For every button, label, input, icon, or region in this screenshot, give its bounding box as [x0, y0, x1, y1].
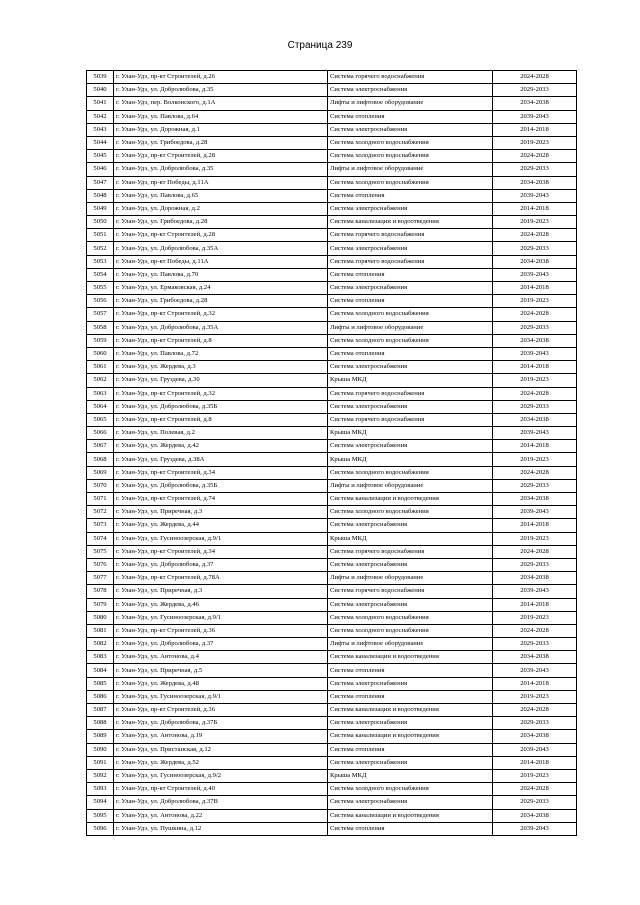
table-row — [87, 769, 577, 782]
address-cell: г. Улан-Удэ, пр-кт Строителей, д.28 — [114, 150, 328, 163]
table-row — [87, 664, 577, 677]
address-cell: г. Улан-Удэ, ул. Жердева, д.3 — [114, 361, 328, 374]
system-cell: Система холодного водоснабжения — [328, 136, 493, 149]
system-cell: Система горячего водоснабжения — [328, 387, 493, 400]
address-cell: г. Улан-Удэ, пр-кт Победы, д.11А — [114, 255, 328, 268]
period-cell: 2024-2028 — [493, 545, 577, 558]
table-row — [87, 453, 577, 466]
address-cell: г. Улан-Удэ, ул. Груздева, д.30 — [114, 374, 328, 387]
address-cell: г. Улан-Удэ, ул. Приречная, д.3 — [114, 506, 328, 519]
row-number-cell: 5086 — [87, 690, 114, 703]
system-cell: Лифты и лифтовое оборудование — [328, 572, 493, 585]
period-cell: 2024-2028 — [493, 704, 577, 717]
row-number-cell: 5042 — [87, 110, 114, 123]
system-cell: Система холодного водоснабжения — [328, 150, 493, 163]
row-number-cell: 5062 — [87, 374, 114, 387]
system-cell: Система канализации и водоотведения — [328, 730, 493, 743]
table-row — [87, 71, 577, 84]
address-cell: г. Улан-Удэ, пр-кт Строителей, д.74 — [114, 493, 328, 506]
table-row — [87, 479, 577, 492]
table-row — [87, 796, 577, 809]
row-number-cell: 5043 — [87, 123, 114, 136]
table-row — [87, 624, 577, 637]
system-cell: Система отопления — [328, 690, 493, 703]
period-cell: 2034-2038 — [493, 651, 577, 664]
system-cell: Система холодного водоснабжения — [328, 176, 493, 189]
period-cell: 2039-2043 — [493, 189, 577, 202]
period-cell: 2029-2033 — [493, 479, 577, 492]
table-row — [87, 743, 577, 756]
system-cell: Система горячего водоснабжения — [328, 545, 493, 558]
system-cell: Система электроснабжения — [328, 519, 493, 532]
table-row — [87, 216, 577, 229]
system-cell: Система холодного водоснабжения — [328, 611, 493, 624]
address-cell: г. Улан-Удэ, ул. Добролюбова, д.35А — [114, 321, 328, 334]
row-number-cell: 5058 — [87, 321, 114, 334]
period-cell: 2014-2018 — [493, 519, 577, 532]
address-cell: г. Улан-Удэ, ул. Пристанская, д.12 — [114, 743, 328, 756]
address-cell: г. Улан-Удэ, ул. Жердева, д.44 — [114, 519, 328, 532]
system-cell: Лифты и лифтовое оборудование — [328, 479, 493, 492]
period-cell: 2014-2018 — [493, 202, 577, 215]
table-row — [87, 361, 577, 374]
period-cell: 2039-2043 — [493, 347, 577, 360]
table-row — [87, 295, 577, 308]
row-number-cell: 5078 — [87, 585, 114, 598]
row-number-cell: 5073 — [87, 519, 114, 532]
system-cell: Крыша МКД — [328, 453, 493, 466]
row-number-cell: 5057 — [87, 308, 114, 321]
system-cell: Система горячего водоснабжения — [328, 71, 493, 84]
period-cell: 2024-2028 — [493, 229, 577, 242]
row-number-cell: 5054 — [87, 268, 114, 281]
row-number-cell: 5075 — [87, 545, 114, 558]
row-number-cell: 5047 — [87, 176, 114, 189]
table-row — [87, 506, 577, 519]
address-cell: г. Улан-Удэ, ул. Пушкина, д.12 — [114, 822, 328, 835]
table-row — [87, 730, 577, 743]
period-cell: 2029-2033 — [493, 84, 577, 97]
table-row — [87, 611, 577, 624]
address-cell: г. Улан-Удэ, ул. Добролюбова, д.37 — [114, 558, 328, 571]
period-cell: 2014-2018 — [493, 123, 577, 136]
row-number-cell: 5071 — [87, 493, 114, 506]
period-cell: 2019-2023 — [493, 136, 577, 149]
row-number-cell: 5052 — [87, 242, 114, 255]
system-cell: Система электроснабжения — [328, 440, 493, 453]
table-row — [87, 189, 577, 202]
row-number-cell: 5044 — [87, 136, 114, 149]
system-cell: Крыша МКД — [328, 427, 493, 440]
table-row — [87, 334, 577, 347]
address-cell: г. Улан-Удэ, ул. Грибоедова, д.28 — [114, 295, 328, 308]
system-cell: Лифты и лифтовое оборудование — [328, 97, 493, 110]
row-number-cell: 5087 — [87, 704, 114, 717]
table-row — [87, 440, 577, 453]
table-row — [87, 97, 577, 110]
table-row — [87, 176, 577, 189]
table-row — [87, 651, 577, 664]
address-cell: г. Улан-Удэ, ул. Добролюбова, д.37В — [114, 796, 328, 809]
period-cell: 2024-2028 — [493, 71, 577, 84]
row-number-cell: 5061 — [87, 361, 114, 374]
table-row — [87, 572, 577, 585]
table-row — [87, 756, 577, 769]
row-number-cell: 5081 — [87, 624, 114, 637]
table-row — [87, 532, 577, 545]
row-number-cell: 5072 — [87, 506, 114, 519]
period-cell: 2029-2033 — [493, 796, 577, 809]
row-number-cell: 5040 — [87, 84, 114, 97]
row-number-cell: 5096 — [87, 822, 114, 835]
table-row — [87, 690, 577, 703]
row-number-cell: 5083 — [87, 651, 114, 664]
system-cell: Лифты и лифтовое оборудование — [328, 321, 493, 334]
system-cell: Система электроснабжения — [328, 400, 493, 413]
period-cell: 2029-2033 — [493, 321, 577, 334]
table-row — [87, 427, 577, 440]
system-cell: Система электроснабжения — [328, 361, 493, 374]
system-cell: Система холодного водоснабжения — [328, 624, 493, 637]
system-cell: Крыша МКД — [328, 532, 493, 545]
row-number-cell: 5068 — [87, 453, 114, 466]
system-cell: Система отопления — [328, 110, 493, 123]
address-cell: г. Улан-Удэ, ул. Добролюбова, д.35Б — [114, 400, 328, 413]
row-number-cell: 5046 — [87, 163, 114, 176]
period-cell: 2019-2023 — [493, 295, 577, 308]
row-number-cell: 5088 — [87, 717, 114, 730]
period-cell: 2039-2043 — [493, 743, 577, 756]
period-cell: 2039-2043 — [493, 506, 577, 519]
row-number-cell: 5084 — [87, 664, 114, 677]
period-cell: 2034-2038 — [493, 413, 577, 426]
address-cell: г. Улан-Удэ, ул. Приречная, д.3 — [114, 585, 328, 598]
table-row — [87, 466, 577, 479]
address-cell: г. Улан-Удэ, ул. Жердева, д.52 — [114, 756, 328, 769]
system-cell: Система канализации и водоотведения — [328, 651, 493, 664]
row-number-cell: 5045 — [87, 150, 114, 163]
table-row — [87, 809, 577, 822]
row-number-cell: 5069 — [87, 466, 114, 479]
table-row — [87, 347, 577, 360]
row-number-cell: 5064 — [87, 400, 114, 413]
row-number-cell: 5094 — [87, 796, 114, 809]
row-number-cell: 5076 — [87, 558, 114, 571]
row-number-cell: 5059 — [87, 334, 114, 347]
system-cell: Система отопления — [328, 295, 493, 308]
system-cell: Система канализации и водоотведения — [328, 493, 493, 506]
table-row — [87, 413, 577, 426]
period-cell: 2024-2028 — [493, 150, 577, 163]
address-cell: г. Улан-Удэ, пр-кт Строителей, д.32 — [114, 387, 328, 400]
system-cell: Система отопления — [328, 743, 493, 756]
address-cell: г. Улан-Удэ, ул. Добролюбова, д.37Б — [114, 717, 328, 730]
address-cell: г. Улан-Удэ, ул. Павлова, д.70 — [114, 268, 328, 281]
address-cell: г. Улан-Удэ, пер. Волконского, д.1А — [114, 97, 328, 110]
period-cell: 2029-2033 — [493, 400, 577, 413]
table-row — [87, 598, 577, 611]
period-cell: 2014-2018 — [493, 361, 577, 374]
address-cell: г. Улан-Удэ, ул. Добролюбова, д.35 — [114, 163, 328, 176]
period-cell: 2024-2028 — [493, 308, 577, 321]
row-number-cell: 5065 — [87, 413, 114, 426]
address-cell: г. Улан-Удэ, ул. Жердева, д.42 — [114, 440, 328, 453]
system-cell: Система отопления — [328, 189, 493, 202]
row-number-cell: 5060 — [87, 347, 114, 360]
address-cell: г. Улан-Удэ, пр-кт Строителей, д.32 — [114, 308, 328, 321]
system-cell: Система электроснабжения — [328, 756, 493, 769]
period-cell: 2039-2043 — [493, 427, 577, 440]
period-cell: 2029-2033 — [493, 163, 577, 176]
period-cell: 2019-2023 — [493, 611, 577, 624]
period-cell: 2034-2038 — [493, 572, 577, 585]
system-cell: Система холодного водоснабжения — [328, 466, 493, 479]
table-row — [87, 493, 577, 506]
table-row — [87, 374, 577, 387]
system-cell: Крыша МКД — [328, 374, 493, 387]
address-cell: г. Улан-Удэ, ул. Жердева, д.48 — [114, 677, 328, 690]
period-cell: 2039-2043 — [493, 110, 577, 123]
period-cell: 2019-2023 — [493, 769, 577, 782]
period-cell: 2014-2018 — [493, 677, 577, 690]
row-number-cell: 5067 — [87, 440, 114, 453]
row-number-cell: 5082 — [87, 638, 114, 651]
system-cell: Система электроснабжения — [328, 282, 493, 295]
table-row — [87, 255, 577, 268]
table-row — [87, 136, 577, 149]
system-cell: Система холодного водоснабжения — [328, 334, 493, 347]
system-cell: Система отопления — [328, 664, 493, 677]
period-cell: 2034-2038 — [493, 493, 577, 506]
system-cell: Система холодного водоснабжения — [328, 506, 493, 519]
row-number-cell: 5053 — [87, 255, 114, 268]
address-cell: г. Улан-Удэ, ул. Дорожная, д.1 — [114, 123, 328, 136]
table-row — [87, 545, 577, 558]
period-cell: 2029-2033 — [493, 242, 577, 255]
address-cell: г. Улан-Удэ, ул. Дорожная, д.2 — [114, 202, 328, 215]
address-cell: г. Улан-Удэ, пр-кт Строителей, д.36 — [114, 704, 328, 717]
address-cell: г. Улан-Удэ, ул. Ермаковская, д.24 — [114, 282, 328, 295]
address-cell: г. Улан-Удэ, ул. Жердева, д.46 — [114, 598, 328, 611]
row-number-cell: 5055 — [87, 282, 114, 295]
row-number-cell: 5092 — [87, 769, 114, 782]
table-row — [87, 84, 577, 97]
table-row — [87, 783, 577, 796]
system-cell: Система канализации и водоотведения — [328, 704, 493, 717]
period-cell: 2019-2023 — [493, 374, 577, 387]
table-row — [87, 282, 577, 295]
period-cell: 2034-2038 — [493, 334, 577, 347]
table-row — [87, 400, 577, 413]
address-cell: г. Улан-Удэ, ул. Антонова, д.22 — [114, 809, 328, 822]
system-cell: Система холодного водоснабжения — [328, 308, 493, 321]
address-cell: г. Улан-Удэ, пр-кт Строителей, д.40 — [114, 783, 328, 796]
table-row — [87, 638, 577, 651]
address-cell: г. Улан-Удэ, ул. Добролюбова, д.37 — [114, 638, 328, 651]
address-cell: г. Улан-Удэ, ул. Павлова, д.64 — [114, 110, 328, 123]
table-row — [87, 150, 577, 163]
system-cell: Система канализации и водоотведения — [328, 216, 493, 229]
period-cell: 2014-2018 — [493, 282, 577, 295]
table-row — [87, 321, 577, 334]
row-number-cell: 5077 — [87, 572, 114, 585]
system-cell: Система электроснабжения — [328, 123, 493, 136]
period-cell: 2039-2043 — [493, 664, 577, 677]
system-cell: Лифты и лифтовое оборудование — [328, 638, 493, 651]
period-cell: 2034-2038 — [493, 809, 577, 822]
table-row — [87, 717, 577, 730]
row-number-cell: 5056 — [87, 295, 114, 308]
address-cell: г. Улан-Удэ, пр-кт Строителей, д.28 — [114, 229, 328, 242]
row-number-cell: 5090 — [87, 743, 114, 756]
address-cell: г. Улан-Удэ, ул. Добролюбова, д.35 — [114, 84, 328, 97]
row-number-cell: 5095 — [87, 809, 114, 822]
period-cell: 2034-2038 — [493, 730, 577, 743]
address-cell: г. Улан-Удэ, ул. Антонова, д.19 — [114, 730, 328, 743]
row-number-cell: 5074 — [87, 532, 114, 545]
system-cell: Система канализации и водоотведения — [328, 809, 493, 822]
system-cell: Система отопления — [328, 347, 493, 360]
period-cell: 2034-2038 — [493, 255, 577, 268]
address-cell: г. Улан-Удэ, ул. Приречная, д.5 — [114, 664, 328, 677]
row-number-cell: 5093 — [87, 783, 114, 796]
system-cell: Система электроснабжения — [328, 796, 493, 809]
address-cell: г. Улан-Удэ, ул. Грибоедова, д.28 — [114, 216, 328, 229]
table-row — [87, 308, 577, 321]
system-cell: Лифты и лифтовое оборудование — [328, 163, 493, 176]
row-number-cell: 5091 — [87, 756, 114, 769]
system-cell: Система электроснабжения — [328, 558, 493, 571]
period-cell: 2019-2023 — [493, 216, 577, 229]
row-number-cell: 5085 — [87, 677, 114, 690]
row-number-cell: 5051 — [87, 229, 114, 242]
period-cell: 2039-2043 — [493, 585, 577, 598]
address-cell: г. Улан-Удэ, ул. Гусиноозерская, д.9/1 — [114, 532, 328, 545]
row-number-cell: 5050 — [87, 216, 114, 229]
period-cell: 2029-2033 — [493, 558, 577, 571]
period-cell: 2014-2018 — [493, 598, 577, 611]
address-cell: г. Улан-Удэ, ул. Антонова, д.4 — [114, 651, 328, 664]
system-cell: Система электроснабжения — [328, 598, 493, 611]
period-cell: 2034-2038 — [493, 176, 577, 189]
period-cell: 2039-2043 — [493, 268, 577, 281]
row-number-cell: 5080 — [87, 611, 114, 624]
row-number-cell: 5049 — [87, 202, 114, 215]
address-cell: г. Улан-Удэ, ул. Гусиноозерская, д.9/2 — [114, 769, 328, 782]
system-cell: Система электроснабжения — [328, 242, 493, 255]
table-row — [87, 242, 577, 255]
system-cell: Система электроснабжения — [328, 84, 493, 97]
row-number-cell: 5048 — [87, 189, 114, 202]
system-cell: Система горячего водоснабжения — [328, 585, 493, 598]
address-cell: г. Улан-Удэ, пр-кт Строителей, д.26 — [114, 71, 328, 84]
address-cell: г. Улан-Удэ, ул. Добролюбова, д.35Б — [114, 479, 328, 492]
address-cell: г. Улан-Удэ, ул. Грибоедова, д.28 — [114, 136, 328, 149]
address-cell: г. Улан-Удэ, пр-кт Строителей, д.36 — [114, 624, 328, 637]
address-cell: г. Улан-Удэ, ул. Павлова, д.65 — [114, 189, 328, 202]
table-row — [87, 268, 577, 281]
table-row — [87, 585, 577, 598]
period-cell: 2024-2028 — [493, 783, 577, 796]
address-cell: г. Улан-Удэ, ул. Полевая, д.2 — [114, 427, 328, 440]
table-row — [87, 677, 577, 690]
system-cell: Система отопления — [328, 822, 493, 835]
period-cell: 2024-2028 — [493, 624, 577, 637]
period-cell: 2034-2038 — [493, 97, 577, 110]
system-cell: Система горячего водоснабжения — [328, 255, 493, 268]
period-cell: 2024-2028 — [493, 466, 577, 479]
period-cell: 2039-2043 — [493, 822, 577, 835]
row-number-cell: 5089 — [87, 730, 114, 743]
system-cell: Система электроснабжения — [328, 202, 493, 215]
system-cell: Система электроснабжения — [328, 717, 493, 730]
system-cell: Система горячего водоснабжения — [328, 413, 493, 426]
table-row — [87, 704, 577, 717]
table-body — [87, 71, 577, 836]
period-cell: 2014-2018 — [493, 440, 577, 453]
row-number-cell: 5079 — [87, 598, 114, 611]
address-cell: г. Улан-Удэ, ул. Добролюбова, д.35А — [114, 242, 328, 255]
system-cell: Система отопления — [328, 268, 493, 281]
table-row — [87, 163, 577, 176]
system-cell: Система холодного водоснабжения — [328, 783, 493, 796]
row-number-cell: 5063 — [87, 387, 114, 400]
period-cell: 2024-2028 — [493, 387, 577, 400]
row-number-cell: 5041 — [87, 97, 114, 110]
address-cell: г. Улан-Удэ, ул. Гусиноозерская, д.9/1 — [114, 690, 328, 703]
address-cell: г. Улан-Удэ, ул. Гусиноозерская, д.9/1 — [114, 611, 328, 624]
address-cell: г. Улан-Удэ, пр-кт Строителей, д.34 — [114, 545, 328, 558]
table-row — [87, 229, 577, 242]
address-cell: г. Улан-Удэ, пр-кт Победы, д.11А — [114, 176, 328, 189]
address-cell: г. Улан-Удэ, пр-кт Строителей, д.8 — [114, 334, 328, 347]
row-number-cell: 5039 — [87, 71, 114, 84]
system-cell: Крыша МКД — [328, 769, 493, 782]
address-cell: г. Улан-Удэ, ул. Груздева, д.38А — [114, 453, 328, 466]
system-cell: Система горячего водоснабжения — [328, 229, 493, 242]
period-cell: 2029-2033 — [493, 638, 577, 651]
table-row — [87, 822, 577, 835]
system-cell: Система электроснабжения — [328, 677, 493, 690]
row-number-cell: 5066 — [87, 427, 114, 440]
table-row — [87, 110, 577, 123]
address-cell: г. Улан-Удэ, ул. Павлова, д.72 — [114, 347, 328, 360]
address-cell: г. Улан-Удэ, пр-кт Строителей, д.34 — [114, 466, 328, 479]
row-number-cell: 5070 — [87, 479, 114, 492]
address-cell: г. Улан-Удэ, пр-кт Строителей, д.78А — [114, 572, 328, 585]
period-cell: 2019-2023 — [493, 453, 577, 466]
table-row — [87, 519, 577, 532]
table-row — [87, 558, 577, 571]
repair-schedule-table — [86, 70, 577, 836]
page-header: Страница 239 — [287, 40, 353, 51]
period-cell: 2019-2023 — [493, 532, 577, 545]
table-row — [87, 123, 577, 136]
table-row — [87, 202, 577, 215]
period-cell: 2019-2023 — [493, 690, 577, 703]
table-row — [87, 387, 577, 400]
period-cell: 2029-2033 — [493, 717, 577, 730]
address-cell: г. Улан-Удэ, пр-кт Строителей, д.8 — [114, 413, 328, 426]
period-cell: 2014-2018 — [493, 756, 577, 769]
